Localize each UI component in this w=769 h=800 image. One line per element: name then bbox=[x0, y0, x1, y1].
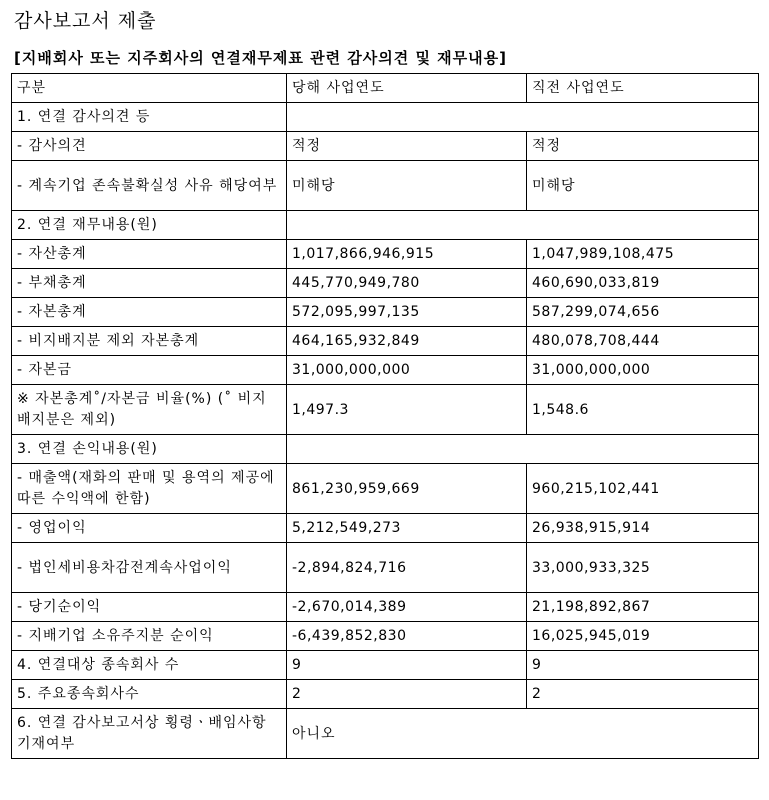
row-empty-value bbox=[287, 435, 759, 464]
row-label: - 매출액(재화의 판매 및 용역의 제공에 따른 수익액에 한함) bbox=[12, 464, 287, 514]
row-previous-value: 1,047,989,108,475 bbox=[527, 240, 759, 269]
row-current-value: 아니오 bbox=[287, 709, 759, 759]
row-empty-value bbox=[287, 103, 759, 132]
row-label: - 감사의견 bbox=[12, 132, 287, 161]
header-previous-year: 직전 사업연도 bbox=[527, 74, 759, 103]
row-current-value: 861,230,959,669 bbox=[287, 464, 527, 514]
table-row bbox=[12, 514, 759, 543]
row-previous-value: 21,198,892,867 bbox=[527, 593, 759, 622]
row-label: 4. 연결대상 종속회사 수 bbox=[12, 651, 287, 680]
row-current-value: -6,439,852,830 bbox=[287, 622, 527, 651]
row-previous-value: 33,000,933,325 bbox=[527, 543, 759, 593]
row-current-value: 미해당 bbox=[287, 161, 527, 211]
table-row bbox=[12, 680, 759, 709]
row-label: - 당기순이익 bbox=[12, 593, 287, 622]
table-row bbox=[12, 298, 759, 327]
table-row bbox=[12, 651, 759, 680]
table-row bbox=[12, 709, 759, 759]
row-previous-value: 16,025,945,019 bbox=[527, 622, 759, 651]
page-title: 감사보고서 제출 bbox=[14, 10, 157, 32]
table-row bbox=[12, 132, 759, 161]
table-row bbox=[12, 240, 759, 269]
row-previous-value: 9 bbox=[527, 651, 759, 680]
table-header-row bbox=[12, 74, 759, 103]
row-current-value: 9 bbox=[287, 651, 527, 680]
row-previous-value: 2 bbox=[527, 680, 759, 709]
row-previous-value: 적정 bbox=[527, 132, 759, 161]
row-current-value: 적정 bbox=[287, 132, 527, 161]
row-label: 2. 연결 재무내용(원) bbox=[12, 211, 287, 240]
row-label: - 자산총계 bbox=[12, 240, 287, 269]
row-label: - 자본금 bbox=[12, 356, 287, 385]
table-row bbox=[12, 593, 759, 622]
table-row bbox=[12, 464, 759, 514]
table-row bbox=[12, 161, 759, 211]
row-current-value: 5,212,549,273 bbox=[287, 514, 527, 543]
table-row bbox=[12, 211, 759, 240]
row-label: 3. 연결 손익내용(원) bbox=[12, 435, 287, 464]
row-previous-value: 26,938,915,914 bbox=[527, 514, 759, 543]
row-previous-value: 960,215,102,441 bbox=[527, 464, 759, 514]
row-previous-value: 460,690,033,819 bbox=[527, 269, 759, 298]
row-current-value: 1,497.3 bbox=[287, 385, 527, 435]
row-label: 1. 연결 감사의견 등 bbox=[12, 103, 287, 132]
table-row bbox=[12, 327, 759, 356]
table-row bbox=[12, 622, 759, 651]
row-previous-value: 480,078,708,444 bbox=[527, 327, 759, 356]
row-current-value: 2 bbox=[287, 680, 527, 709]
row-current-value: 464,165,932,849 bbox=[287, 327, 527, 356]
row-current-value: 1,017,866,946,915 bbox=[287, 240, 527, 269]
table-row bbox=[12, 385, 759, 435]
row-previous-value: 587,299,074,656 bbox=[527, 298, 759, 327]
table-row bbox=[12, 543, 759, 593]
table-row bbox=[12, 269, 759, 298]
row-current-value: -2,670,014,389 bbox=[287, 593, 527, 622]
row-previous-value: 미해당 bbox=[527, 161, 759, 211]
audit-report-table bbox=[11, 73, 759, 759]
row-current-value: 572,095,997,135 bbox=[287, 298, 527, 327]
row-current-value: 445,770,949,780 bbox=[287, 269, 527, 298]
row-label: - 비지배지분 제외 자본총계 bbox=[12, 327, 287, 356]
row-label: 5. 주요종속회사수 bbox=[12, 680, 287, 709]
row-label: - 지배기업 소유주지분 순이익 bbox=[12, 622, 287, 651]
row-previous-value: 1,548.6 bbox=[527, 385, 759, 435]
row-previous-value: 31,000,000,000 bbox=[527, 356, 759, 385]
row-label: - 영업이익 bbox=[12, 514, 287, 543]
row-empty-value bbox=[287, 211, 759, 240]
row-label: - 자본총계 bbox=[12, 298, 287, 327]
row-label: - 법인세비용차감전계속사업이익 bbox=[12, 543, 287, 593]
table-row bbox=[12, 103, 759, 132]
row-current-value: 31,000,000,000 bbox=[287, 356, 527, 385]
row-current-value: -2,894,824,716 bbox=[287, 543, 527, 593]
table-row bbox=[12, 435, 759, 464]
table-row bbox=[12, 356, 759, 385]
header-current-year: 당해 사업연도 bbox=[287, 74, 527, 103]
section-title: [지배회사 또는 지주회사의 연결재무제표 관련 감사의견 및 재무내용] bbox=[14, 49, 507, 67]
row-label: - 부채총계 bbox=[12, 269, 287, 298]
row-label: ※ 자본총계˚/자본금 비율(%) (˚ 비지배지분은 제외) bbox=[12, 385, 287, 435]
row-label: - 계속기업 존속불확실성 사유 해당여부 bbox=[12, 161, 287, 211]
header-category: 구분 bbox=[12, 74, 287, 103]
row-label: 6. 연결 감사보고서상 횡령ㆍ배임사항 기재여부 bbox=[12, 709, 287, 759]
